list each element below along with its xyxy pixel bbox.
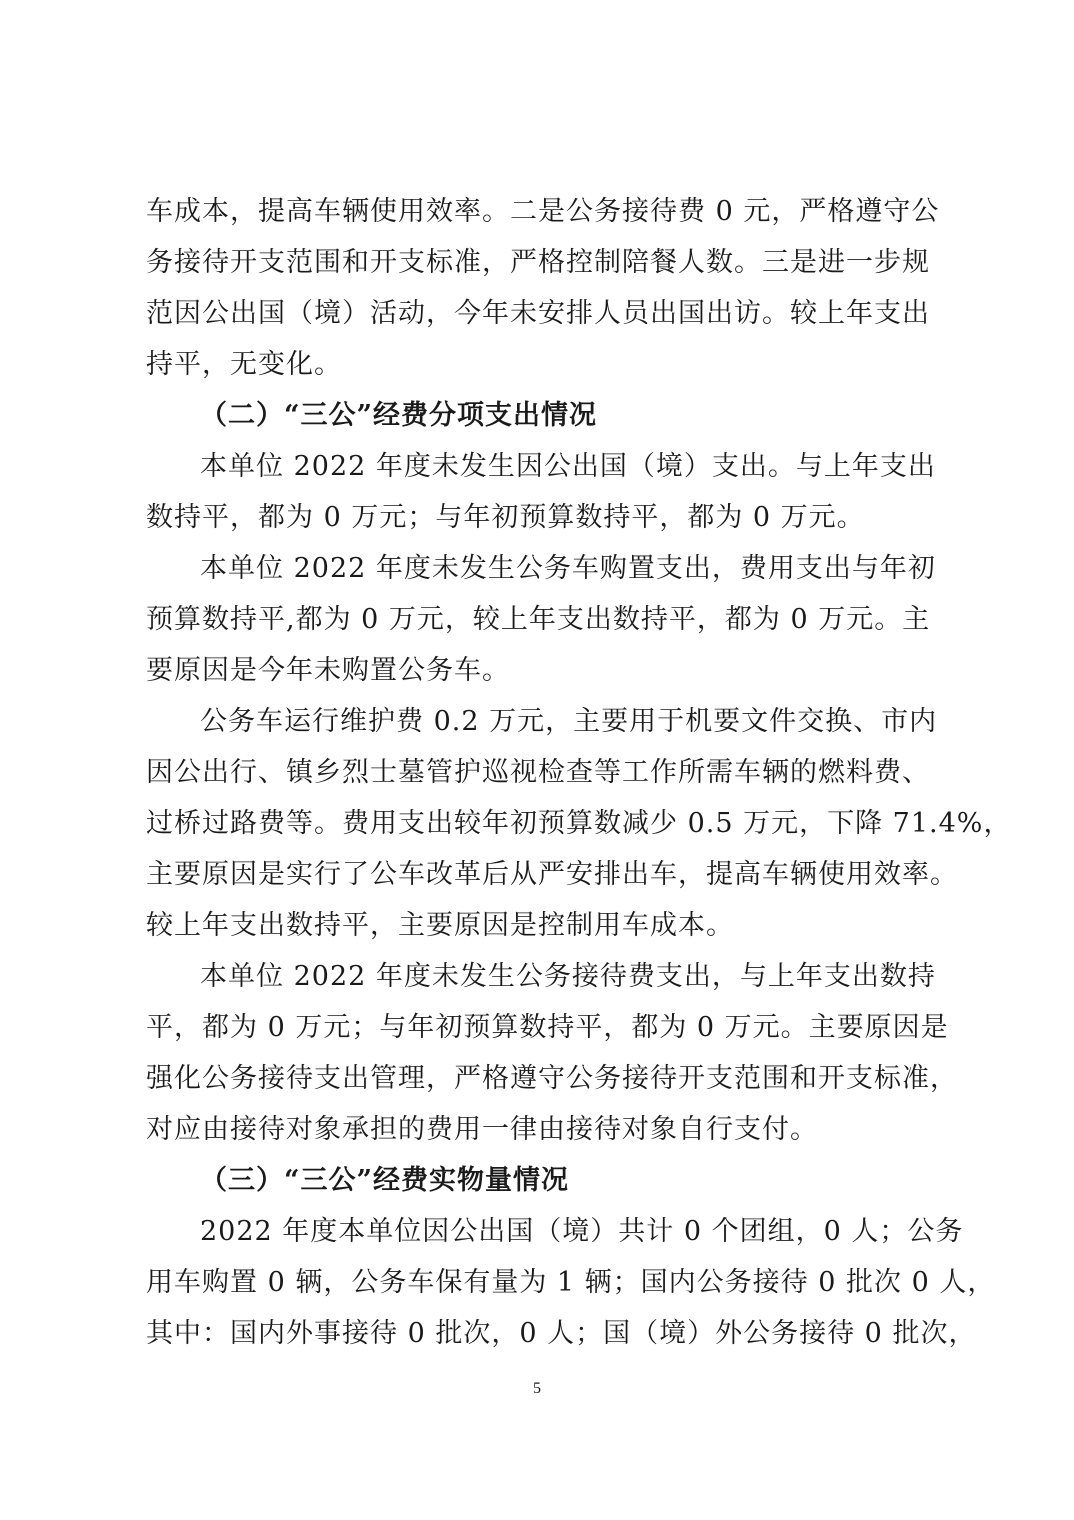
paragraph-line: 2022 年度本单位因公出国（境）共计 0 个团组，0 人；公务 <box>200 1216 964 1247</box>
paragraph-line: 本单位 2022 年度未发生公务车购置支出，费用支出与年初 <box>200 553 936 584</box>
paragraph-line: 公务车运行维护费 0.2 万元，主要用于机要文件交换、市内 <box>200 706 938 737</box>
paragraph-line: 数持平，都为 0 万元；与年初预算数持平，都为 0 万元。 <box>146 502 865 533</box>
page-number: 5 <box>533 1380 541 1397</box>
paragraph-line: 车成本，提高车辆使用效率。二是公务接待费 0 元，严格遵守公 <box>146 196 940 227</box>
paragraph-line: 持平，无变化。 <box>146 349 342 380</box>
paragraph-line: 平，都为 0 万元；与年初预算数持平，都为 0 万元。主要原因是 <box>146 1012 949 1043</box>
paragraph-line: 预算数持平,都为 0 万元，较上年支出数持平，都为 0 万元。主 <box>146 604 931 635</box>
paragraph-line: 本单位 2022 年度未发生因公出国（境）支出。与上年支出 <box>200 451 936 482</box>
paragraph-line: 强化公务接待支出管理，严格遵守公务接待开支范围和开支标准， <box>146 1063 958 1094</box>
paragraph-line: 其中：国内外事接待 0 批次，0 人；国（境）外公务接待 0 批次， <box>146 1318 977 1349</box>
paragraph-line: 要原因是今年未购置公务车。 <box>146 655 510 686</box>
section-heading: （二）“三公”经费分项支出情况 <box>200 400 598 431</box>
paragraph-line: 务接待开支范围和开支标准，严格控制陪餐人数。三是进一步规 <box>146 247 930 278</box>
document-body <box>146 186 1012 1359</box>
paragraph-line: 较上年支出数持平，主要原因是控制用车成本。 <box>146 910 734 941</box>
paragraph-line: 主要原因是实行了公车改革后从严安排出车，提高车辆使用效率。 <box>146 859 958 890</box>
paragraph-line: 用车购置 0 辆，公务车保有量为 1 辆；国内公务接待 0 批次 0 人， <box>146 1267 996 1298</box>
section-heading: （三）“三公”经费实物量情况 <box>200 1165 570 1196</box>
paragraph-line: 因公出行、镇乡烈士墓管护巡视检查等工作所需车辆的燃料费、 <box>146 757 930 788</box>
paragraph-line: 范因公出国（境）活动，今年未安排人员出国出访。较上年支出 <box>146 298 930 329</box>
paragraph-line: 过桥过路费等。费用支出较年初预算数减少 0.5 万元，下降 71.4%， <box>146 808 1012 839</box>
paragraph-line: 本单位 2022 年度未发生公务接待费支出，与上年支出数持 <box>200 961 936 992</box>
paragraph-line: 对应由接待对象承担的费用一律由接待对象自行支付。 <box>146 1114 818 1145</box>
